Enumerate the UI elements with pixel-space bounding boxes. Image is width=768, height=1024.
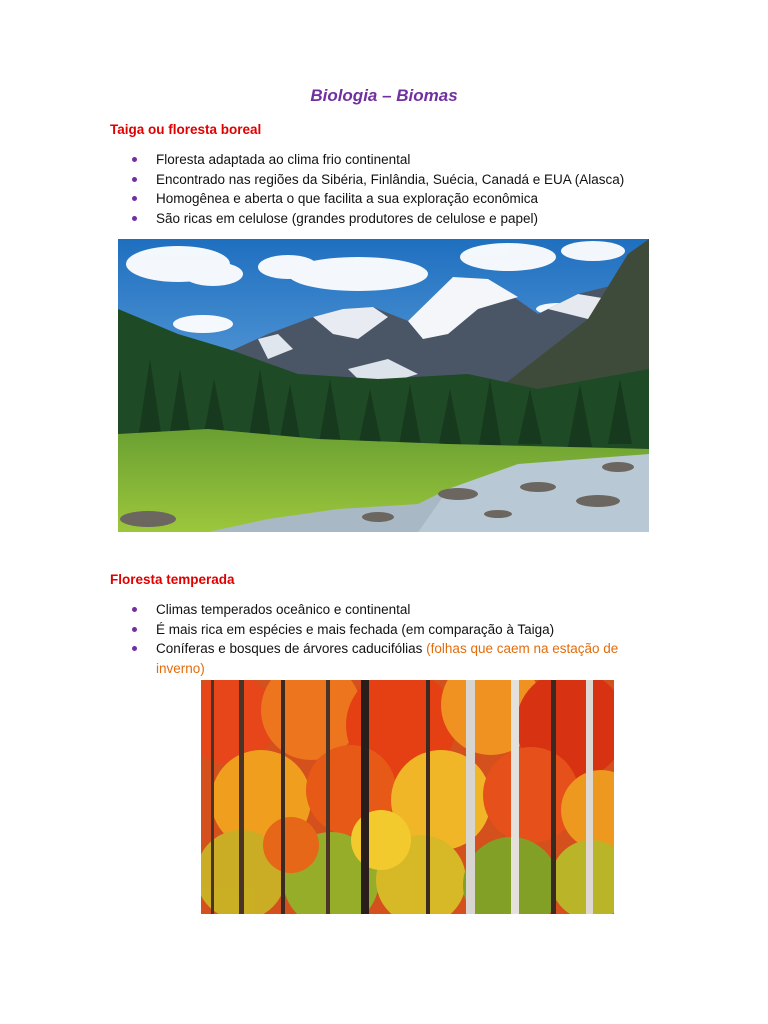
bullet-dot-icon	[132, 646, 137, 651]
page-title: Biologia – Biomas	[310, 86, 458, 105]
bullet-dot-icon	[132, 157, 137, 162]
list-item: São ricas em celulose (grandes produtores de celulose e papel)	[130, 209, 640, 229]
temperate-forest-image	[201, 680, 614, 914]
bullet-list-temperate	[130, 600, 640, 679]
section-heading-taiga: Taiga ou floresta boreal	[110, 122, 262, 137]
bullet-list-taiga	[130, 150, 640, 229]
bullet-dot-icon	[132, 627, 137, 632]
bullet-dot-icon	[132, 607, 137, 612]
list-item: Floresta adaptada ao clima frio continental	[130, 150, 640, 170]
bullet-note: (folhas que caem na estação de inverno)	[156, 641, 619, 677]
bullet-dot-icon	[132, 177, 137, 182]
list-item: Coníferas e bosques de árvores caducifólias (folhas que caem na estação de inverno)	[130, 639, 640, 678]
section-heading-temperate: Floresta temperada	[110, 572, 235, 587]
taiga-landscape-image	[118, 239, 649, 532]
list-item: Homogênea e aberta o que facilita a sua exploração econômica	[130, 189, 640, 209]
bullet-dot-icon	[132, 196, 137, 201]
list-item: É mais rica em espécies e mais fechada (em comparação à Taiga)	[130, 620, 640, 640]
list-item: Climas temperados oceânico e continental	[130, 600, 640, 620]
bullet-dot-icon	[132, 216, 137, 221]
list-item: Encontrado nas regiões da Sibéria, Finlândia, Suécia, Canadá e EUA (Alasca)	[130, 170, 640, 190]
